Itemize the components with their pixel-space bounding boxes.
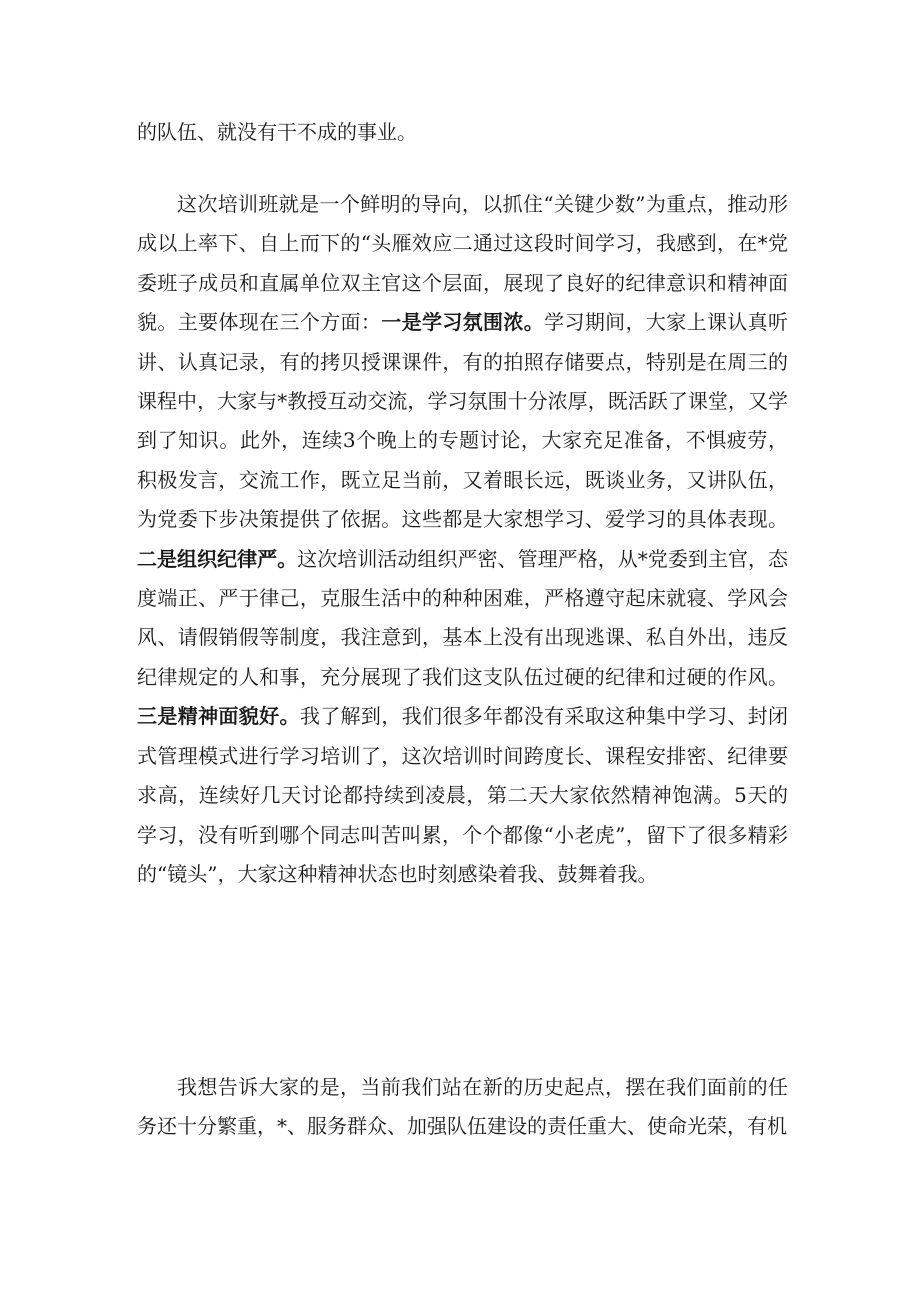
paragraph-continuation xyxy=(137,113,788,152)
point-1-heading: 一是学习氛围浓。 xyxy=(381,310,545,335)
paragraph-2-intro: 这次培训班就是一个鲜明的导向，以抓住“关键少数”为重点，推动形成以上率下、自上而下的“头雁效应二通过这段时间学习，我感到，在*党委班子成员和直属单位双主官这个层面，展现了良好的纪律意识和精神面貌。主要体现在三个方面： xyxy=(137,192,788,335)
paragraph-training-summary xyxy=(137,185,788,894)
point-3-body: 我了解到，我们很多年都没有采取这种集中学习、封闭式管理模式进行学习培训了，这次培训时间跨度长、课程安排密、纪律要求高，连续好几天讨论都持续到凌晨，第二天大家依然精神饱满。5天的学习，没有听到哪个同志叫苦叫累，个个都像“小老虎”，留下了很多精彩的“镜头”，大家这种精神状态也时刻感染着我、鼓舞着我。 xyxy=(137,704,789,886)
point-3-heading: 三是精神面貌好。 xyxy=(137,704,300,729)
paragraph-closing xyxy=(137,1068,788,1147)
paragraph-1-text: 的队伍、就没有干不成的事业。 xyxy=(137,120,417,144)
point-2-heading: 二是组织纪律严。 xyxy=(137,546,298,571)
point-2-body: 这次培训活动组织严密、管理严格，从*党委到主官，态度端正、严于律己，克服生活中的种种困难，严格遵守起床就寝、学风会风、请假销假等制度，我注意到，基本上没有出现逃课、私自外出，违反纪律规定的人和事，充分展现了我们这支队伍过硬的纪律和过硬的作风。 xyxy=(137,546,788,689)
point-1-body: 学习期间，大家上课认真听讲、认真记录，有的拷贝授课课件，有的拍照存储要点，特别是在周三的课程中，大家与*教授互动交流，学习氛围十分浓厚，既活跃了课堂，又学到了知识。此外，连续3个晚上的专题讨论，大家充足准备，不惧疲劳，积极发言，交流工作，既立足当前，又着眼长远，既谈业务，又讲队伍，为党委下步决策提供了依据。这些都是大家想学习、爱学习的具体表现。 xyxy=(137,310,789,532)
paragraph-3-text: 我想告诉大家的是，当前我们站在新的历史起点，摆在我们面前的任务还十分繁重，*、服务群众、加强队伍建设的责任重大、使命光荣，有机 xyxy=(137,1075,788,1139)
